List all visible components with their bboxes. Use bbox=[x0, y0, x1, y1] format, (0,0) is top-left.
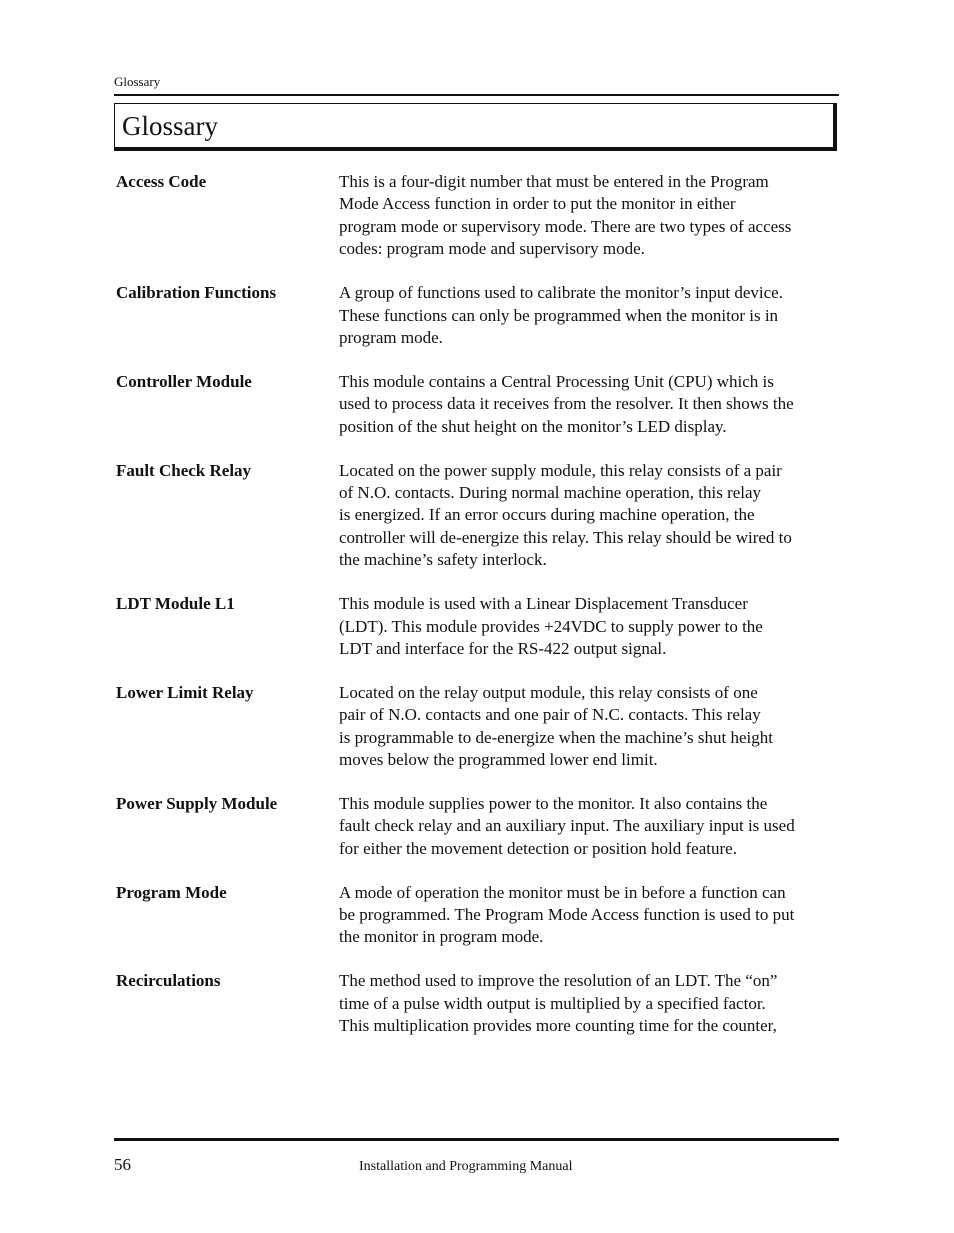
glossary-definition bbox=[339, 460, 839, 572]
glossary-entry-program-mode bbox=[116, 882, 840, 949]
definition-line: time of a pulse width output is multiplied by a specified factor. bbox=[339, 993, 766, 1013]
glossary-term: Recirculations bbox=[116, 971, 221, 991]
glossary-entry-power-supply-module bbox=[116, 793, 840, 860]
glossary-definition bbox=[339, 793, 839, 860]
definition-line: This is a four-digit number that must be entered in the Program bbox=[339, 172, 769, 191]
definition-line: be programmed. The Program Mode Access function is used to put bbox=[339, 905, 795, 925]
glossary-term: Lower Limit Relay bbox=[116, 682, 254, 702]
definition-line: Located on the power supply module, this relay consists of a pair bbox=[339, 460, 782, 480]
glossary-entry-calibration-functions bbox=[116, 282, 840, 349]
definition-line: for either the movement detection or position hold feature. bbox=[339, 838, 737, 858]
footer-manual-title: Installation and Programming Manual bbox=[359, 1159, 573, 1174]
definition-line: This module is used with a Linear Displacement Transducer bbox=[339, 594, 748, 614]
page-number: 56 bbox=[114, 1155, 131, 1174]
definition-line: used to process data it receives from the resolver. It then shows the bbox=[339, 394, 794, 414]
running-head: Glossary bbox=[114, 74, 161, 89]
glossary-definition bbox=[339, 593, 839, 660]
definition-line: LDT and interface for the RS-422 output signal. bbox=[339, 638, 667, 658]
definition-line: A group of functions used to calibrate the monitor’s input device. bbox=[339, 283, 783, 303]
definition-line: the machine’s safety interlock. bbox=[339, 550, 547, 570]
glossary-entry-lower-limit-relay bbox=[116, 682, 840, 772]
definition-line: This module contains a Central Processing Unit (CPU) which is bbox=[339, 371, 774, 391]
section-title: Glossary bbox=[122, 111, 218, 141]
glossary-term: Fault Check Relay bbox=[116, 460, 252, 480]
definition-line: (LDT). This module provides +24VDC to supply power to the bbox=[339, 616, 763, 636]
definition-line: pair of N.O. contacts and one pair of N.C. contacts. This relay bbox=[339, 705, 761, 725]
glossary-term: Controller Module bbox=[116, 371, 252, 391]
definition-line: Located on the relay output module, this relay consists of one bbox=[339, 682, 758, 702]
glossary-definition bbox=[339, 882, 839, 949]
definition-line: program mode. bbox=[339, 327, 443, 347]
definition-line: The method used to improve the resolution of an LDT. The “on” bbox=[339, 971, 778, 991]
glossary-entry-controller-module bbox=[116, 371, 840, 438]
glossary-definition bbox=[339, 282, 839, 349]
definition-line: Mode Access function in order to put the monitor in either bbox=[339, 194, 736, 214]
definition-line: of N.O. contacts. During normal machine operation, this relay bbox=[339, 482, 762, 502]
glossary-term: Calibration Functions bbox=[116, 283, 277, 303]
definition-line: is programmable to de-energize when the machine’s shut height bbox=[339, 727, 773, 747]
footer-rule bbox=[114, 1138, 839, 1141]
glossary-term: Program Mode bbox=[116, 882, 227, 902]
definition-line: is energized. If an error occurs during machine operation, the bbox=[339, 505, 755, 525]
definition-line: A mode of operation the monitor must be in before a function can bbox=[339, 882, 786, 902]
glossary-definition bbox=[339, 682, 839, 772]
definition-line: controller will de-energize this relay. This relay should be wired to bbox=[339, 527, 792, 547]
definition-line: the monitor in program mode. bbox=[339, 927, 544, 947]
glossary-definition bbox=[339, 970, 839, 1037]
definition-line: fault check relay and an auxiliary input. The auxiliary input is used bbox=[339, 816, 795, 836]
glossary-term: Access Code bbox=[116, 172, 207, 191]
glossary-definition bbox=[339, 171, 839, 261]
definition-line: codes: program mode and supervisory mode. bbox=[339, 239, 645, 259]
header-rule bbox=[114, 94, 839, 96]
glossary-term: Power Supply Module bbox=[116, 793, 278, 813]
definition-line: This multiplication provides more counting time for the counter, bbox=[339, 1016, 777, 1036]
glossary-definition bbox=[339, 371, 839, 438]
definition-line: program mode or supervisory mode. There are two types of access bbox=[339, 216, 792, 236]
glossary-entry-fault-check-relay bbox=[116, 460, 840, 572]
glossary-entry-ldt-module-l1 bbox=[116, 593, 840, 660]
section-title-box bbox=[114, 103, 837, 151]
glossary-entry-access-code bbox=[116, 171, 840, 261]
glossary-list bbox=[116, 171, 840, 1059]
definition-line: position of the shut height on the monitor’s LED display. bbox=[339, 416, 727, 436]
definition-line: These functions can only be programmed when the monitor is in bbox=[339, 305, 779, 325]
glossary-term: LDT Module L1 bbox=[116, 594, 235, 614]
definition-line: moves below the programmed lower end limit. bbox=[339, 750, 658, 770]
definition-line: This module supplies power to the monitor. It also contains the bbox=[339, 793, 768, 813]
glossary-entry-recirculations bbox=[116, 970, 840, 1037]
